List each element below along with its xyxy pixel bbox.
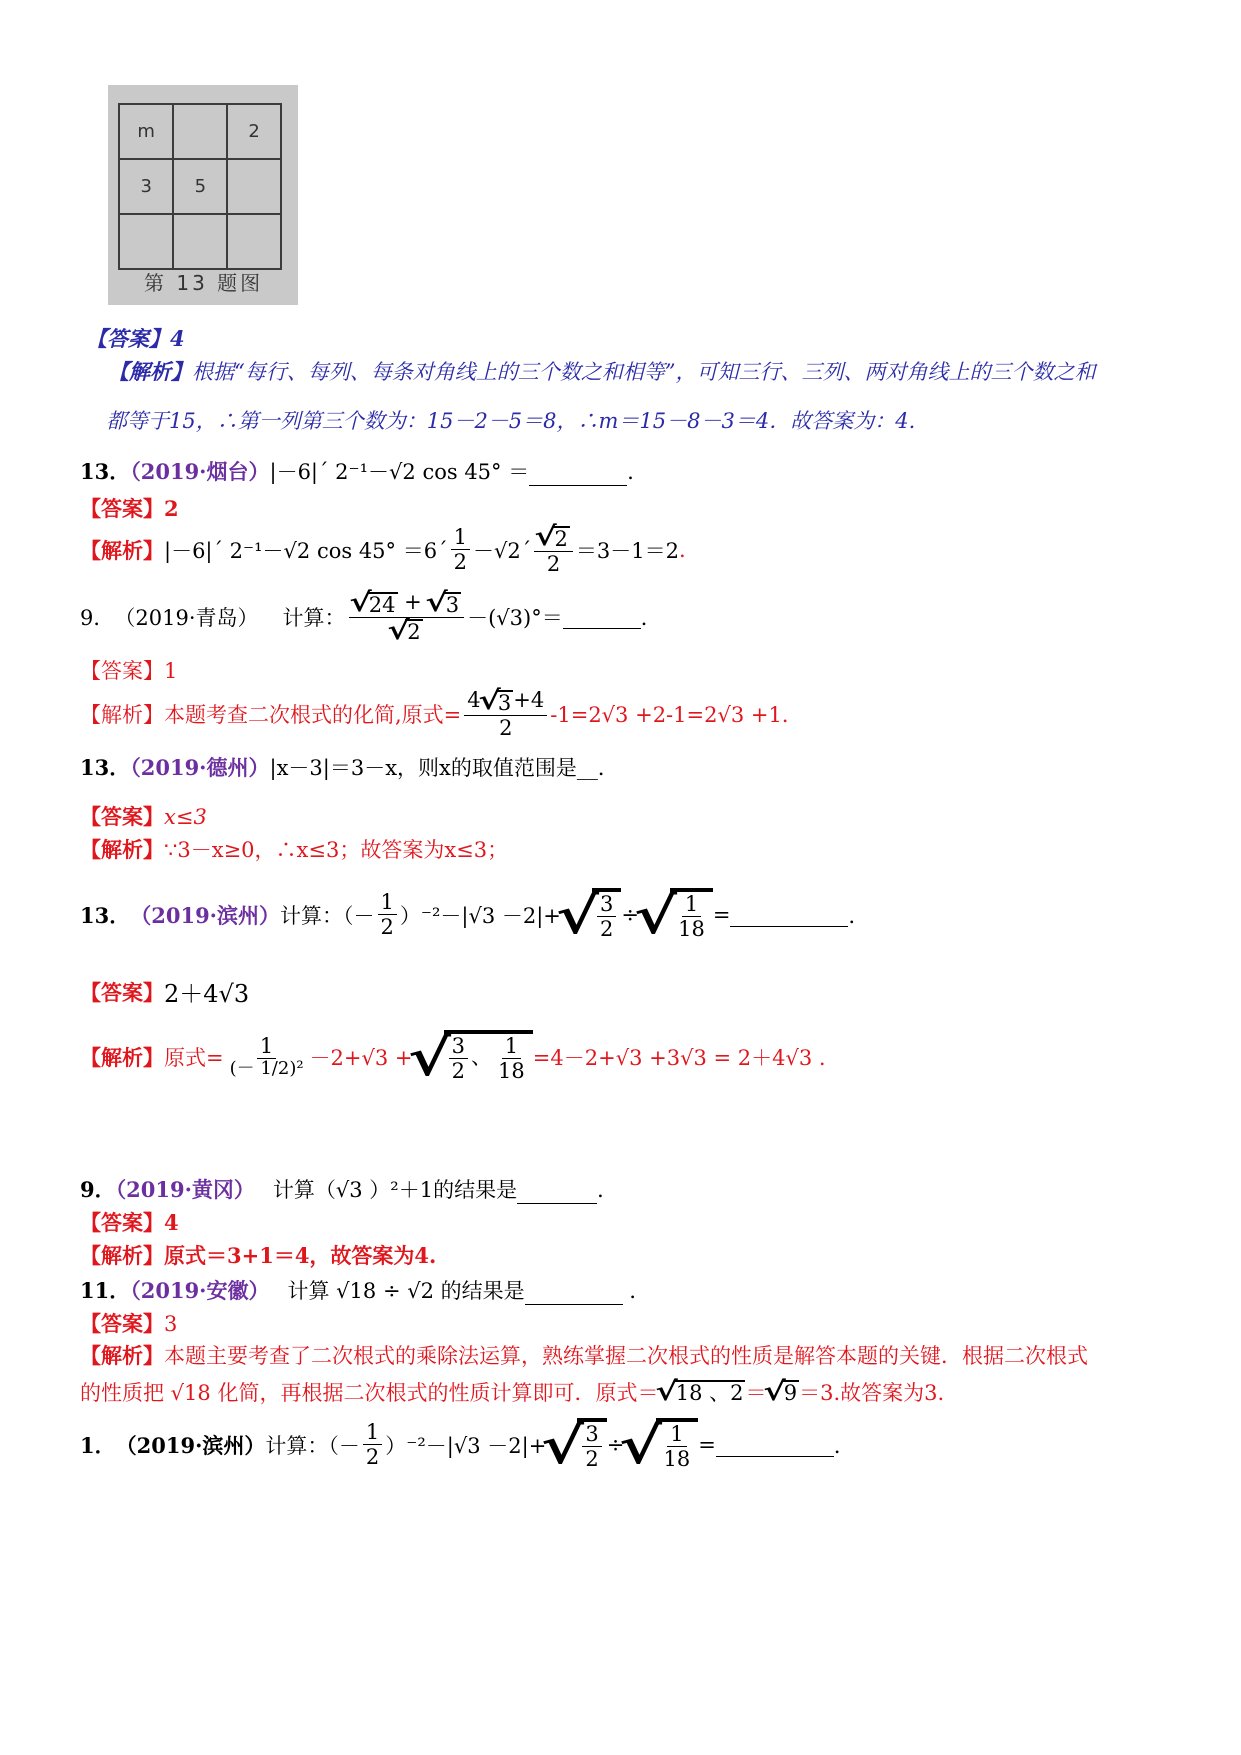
answer-line (80, 974, 249, 1009)
grid-cell (173, 214, 227, 269)
question-dezhou (80, 752, 619, 782)
grid-cell: 2 (227, 104, 281, 159)
question-source: （2019·滨州） (115, 1432, 266, 1458)
magic-square-figure (108, 85, 298, 305)
analysis-line (108, 356, 1095, 386)
question-source: （2019·安徽） (130, 1278, 270, 1303)
analysis-line (80, 834, 508, 864)
analysis-tag: 【解析】 (108, 359, 192, 384)
question-number: 11． (80, 1278, 131, 1303)
analysis-text: 原式＝3+1＝4，故答案为4. (164, 1243, 437, 1268)
question-number: 13． (80, 755, 131, 780)
question-number: 9． (80, 1177, 116, 1202)
radical: √ 18 、2 (655, 1375, 744, 1407)
answer-blank (517, 1180, 597, 1204)
question-number: 9． (80, 606, 115, 631)
question-mid: ）⁻²－|√3 －2|+ (385, 1433, 547, 1458)
analysis-expression: |－6|´ 2⁻¹－√2 cos 45° ＝6´ (164, 538, 448, 563)
fraction: $\frac{1}{2}$ (451, 525, 470, 574)
analysis-tag: 【解析】 (80, 837, 164, 862)
grid-cell: m (119, 104, 173, 159)
fraction: √ 2 2 (534, 524, 573, 576)
question-huanggang: 9．（2019·黄冈） 计算（√3 ）²＋1的结果是 ． (80, 1177, 619, 1202)
question-number: 1． (80, 1432, 116, 1458)
answer-tag: 【答案】 (80, 659, 164, 683)
divide-sign: ÷ (621, 902, 640, 927)
grid-cell (173, 104, 227, 159)
question-binzhou-2: 1． （2019·滨州） 计算：（－ $\frac{1}{2}$ ）⁻²－|√3 －2|+ √ $\frac{3}{2}$ ÷ √ $\frac{1}{18}$ = ． (80, 1415, 855, 1475)
analysis-text: 本题主要考查了二次根式的乘除法运算，熟练掌握二次根式的性质是解答本题的关键．根据二次根式 (164, 1344, 1088, 1368)
radical: √ $\frac{3}{2}$ 、 $\frac{1}{18}$ (413, 1030, 533, 1083)
answer-line (86, 323, 185, 353)
answer-tag: 【答案】 (80, 804, 164, 829)
analysis-tag: 【解析】 (80, 1243, 164, 1268)
analysis-lead: 原式= (164, 1045, 224, 1070)
analysis-tag: 【解析】 (80, 1343, 164, 1368)
answer-tag: 【答案】 (80, 979, 164, 1005)
answer-blank (529, 462, 627, 486)
answer-blank (716, 1433, 834, 1457)
analysis-line: 都等于15，∴第一列第三个数为：15－2－5＝8，∴m＝15－8－3＝4．故答案为：4. (106, 409, 916, 433)
question-source: （2019·烟台） (130, 459, 270, 484)
radical: √ $\frac{3}{2}$ (546, 1418, 607, 1471)
analysis-line: 【解析】 |－6|´ 2⁻¹－√2 cos 45° ＝6´ $\frac{1}{2}$ －√2´ √ 2 2 ＝3－1＝2 . (80, 521, 686, 576)
analysis-tag: 【解析】 (80, 537, 164, 563)
answer-line (80, 801, 207, 831)
answer-line (80, 1207, 179, 1237)
question-lead: 计算： (282, 606, 346, 631)
question-source: （2019·黄冈） (115, 1177, 255, 1202)
analysis-expression: ＝3－1＝2 (575, 538, 679, 563)
fraction: √ 24 + √ 3 √ 2 (349, 590, 465, 644)
fraction: $\frac{1}{2}$ (378, 890, 397, 939)
answer-line (80, 1308, 177, 1338)
answer-blank (730, 903, 848, 927)
question-anhui: 11．（2019·安徽） 计算 √18 ÷ √2 的结果是 ． (80, 1278, 651, 1303)
radical: √ 2 (387, 615, 421, 646)
question-tail: －(√3)°＝ (467, 606, 563, 631)
magic-square-grid (118, 103, 282, 270)
analysis-line (80, 685, 803, 740)
answer-value: 3 (164, 1312, 178, 1336)
equals-sign: = (712, 902, 731, 927)
grid-cell: 3 (119, 159, 173, 214)
answer-line (80, 493, 179, 523)
question-lead: 计算：（－ (265, 1433, 360, 1458)
answer-blank (563, 605, 641, 629)
analysis-line (80, 1377, 944, 1407)
radical: √ 3 (478, 685, 512, 717)
grid-cell (227, 159, 281, 214)
fraction: $\frac{1}{\text{(－ 1/2)²}}$ (229, 1033, 304, 1079)
answer-value: 4 (164, 1210, 179, 1235)
question-source: （2019·德州） (130, 755, 270, 780)
analysis-text: 本题考查二次根式的化简,原式= (164, 702, 462, 727)
answer-tag: 【答案】 (80, 1311, 164, 1336)
analysis-text: 根据“每行、每列、每条对角线上的三个数之和相等”，可知三行、三列、两对角线上的三个数之和 (192, 360, 1096, 384)
question-source: （2019·滨州） (130, 902, 280, 928)
figure-caption: 第 13 题图 (144, 271, 264, 295)
answer-tag: 【答案】 (86, 326, 170, 351)
analysis-tail: =4－2+√3 +3√3 = 2＋4√3 . (532, 1045, 826, 1070)
analysis-expression: －√2´ (472, 538, 532, 563)
question-yantai: 13．（2019·烟台）|－6|´ 2⁻¹－√2 cos 45° ＝ ． (80, 459, 649, 484)
radical: √ $\frac{1}{18}$ (639, 888, 713, 941)
question-source: （2019·青岛） (114, 606, 259, 631)
question-number: 13． (80, 902, 131, 928)
analysis-line (80, 1240, 436, 1270)
question-text: |x－3|＝3－x，则x的取值范围是__． (269, 756, 619, 780)
analysis-tag: 【解析】 (80, 1044, 164, 1070)
radical: √ 2 (534, 521, 568, 553)
question-expression: |－6|´ 2⁻¹－√2 cos 45° ＝ (269, 460, 530, 484)
answer-value: 2 (164, 496, 179, 521)
grid-cell (227, 214, 281, 269)
answer-value: 2＋4√3 (164, 980, 250, 1008)
analysis-line (80, 1027, 826, 1087)
question-binzhou: 13． （2019·滨州） 计算：（－ $\frac{1}{2}$ ）⁻²－|√3 －2|+ √ $\frac{3}{2}$ ÷ √ $\frac{1}{18}$ = ． (80, 885, 870, 945)
grid-cell (119, 214, 173, 269)
analysis-text: ＝3.故答案为3. (799, 1381, 945, 1405)
question-qingdao: 9． （2019·青岛） 计算： √ 24 + √ 3 √ 2 －(√3)°＝ ． (80, 587, 662, 646)
answer-value: x≤3 (164, 805, 207, 829)
analysis-text: ＝ (745, 1381, 767, 1405)
grid-cell: 5 (173, 159, 227, 214)
question-lead: 计算：（－ (280, 903, 375, 928)
fraction: 4 √ 3 +4 2 (464, 688, 547, 740)
question-number: 13． (80, 459, 131, 484)
answer-blank (525, 1281, 623, 1305)
analysis-tail: -1=2√3 +2-1=2√3 +1． (550, 702, 803, 727)
analysis-text: 的性质把 √18 化简，再根据二次根式的性质计算即可．原式＝ (80, 1381, 659, 1405)
radical: √ $\frac{1}{18}$ (624, 1418, 698, 1471)
question-text: 计算 √18 ÷ √2 的结果是 (287, 1279, 525, 1303)
analysis-text: ∵3－x≥0，∴x≤3；故答案为x≤3； (164, 838, 509, 862)
analysis-line (80, 1340, 1088, 1370)
fraction: $\frac{1}{2}$ (363, 1420, 382, 1469)
radical: √ 9 (763, 1375, 798, 1407)
analysis-mid: －2+√3 + (309, 1045, 413, 1070)
radical: √ 3 (425, 587, 460, 619)
answer-line (80, 655, 177, 685)
divide-sign: ÷ (606, 1432, 625, 1457)
radical: √ 24 (348, 587, 396, 619)
answer-value: 1 (164, 659, 178, 683)
equals-sign: = (698, 1432, 716, 1457)
answer-tag: 【答案】 (80, 1210, 164, 1235)
question-text: 计算（√3 ）²＋1的结果是 (272, 1178, 518, 1202)
answer-value: 4 (170, 326, 185, 351)
answer-tag: 【答案】 (80, 496, 164, 521)
radical: √ $\frac{3}{2}$ (561, 888, 622, 941)
analysis-tag: 【解析】 (80, 702, 164, 727)
question-mid: ）⁻²－|√3 －2|+ (399, 903, 561, 928)
